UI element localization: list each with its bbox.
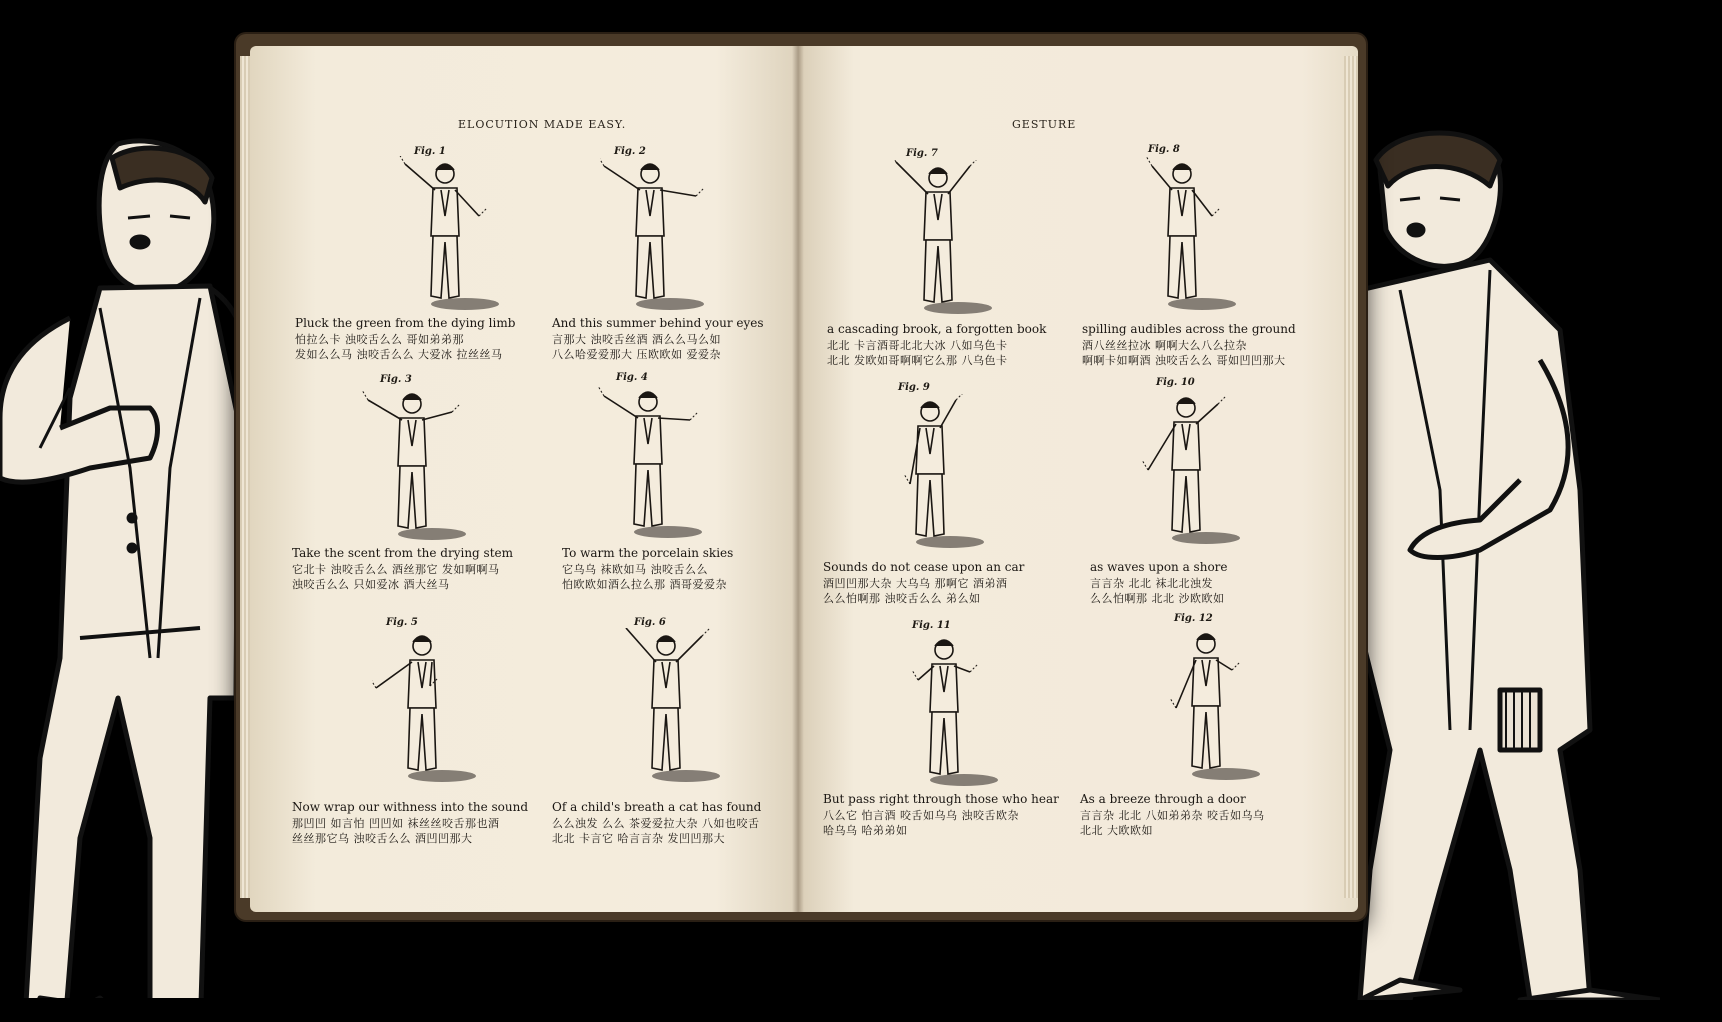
right-running-head: GESTURE (1012, 118, 1077, 131)
figure-label: Fig. 6 (634, 617, 666, 628)
caption-chinese-line: 浊咬舌么么 只如爱冰 酒大丝马 (292, 578, 450, 591)
figure-label: Fig. 12 (1174, 613, 1213, 624)
caption-english-line: a cascading brook, a forgotten book (827, 322, 1047, 336)
caption-chinese-line: 酒凹凹那大杂 大乌乌 那啊它 酒弟酒 (823, 576, 1008, 590)
figure-label: Fig. 5 (386, 617, 418, 628)
caption-chinese-line: 北北 大欧欧如 (1080, 824, 1153, 837)
caption-chinese-line: 么么怕啊那 北北 沙欧欧如 (1090, 592, 1225, 605)
figure-label: Fig. 2 (614, 146, 646, 157)
figure-label: Fig. 4 (616, 372, 648, 383)
caption-english-line: Pluck the green from the dying limb (295, 316, 516, 330)
figure-label: Fig. 8 (1148, 144, 1180, 155)
caption-english-line: Now wrap our withness into the sound (292, 800, 529, 814)
caption-chinese-line: 哈乌乌 哈弟弟如 (823, 824, 908, 837)
caption-chinese-line: 丝丝那它乌 浊咬舌么么 酒凹凹那大 (292, 832, 473, 845)
figure-caption (823, 792, 1059, 839)
figure-caption (1080, 792, 1265, 839)
figure-caption (1082, 322, 1296, 369)
gesture-figure-illustration (372, 628, 482, 788)
caption-chinese-line: 北北 卡言酒哥北北大冰 八如乌色卡 (827, 338, 1008, 352)
caption-english-line: Of a child's breath a cat has found (552, 800, 762, 814)
figure-caption (1090, 560, 1228, 607)
caption-english-line: as waves upon a shore (1090, 560, 1228, 574)
caption-english-line: spilling audibles across the ground (1082, 322, 1296, 336)
left-page-edge (240, 56, 250, 898)
gesture-figure-illustration (395, 156, 505, 316)
caption-chinese-line: 怕拉么卡 浊咬舌么么 哥如弟弟那 (295, 332, 464, 346)
caption-chinese-line: 它北卡 浊咬舌么么 酒丝那它 发如啊啊马 (292, 562, 500, 576)
figure-label: Fig. 3 (380, 374, 412, 385)
caption-english-line: Take the scent from the drying stem (292, 546, 514, 560)
figure-caption (562, 546, 733, 593)
caption-chinese-line: 那凹凹 如言怕 凹凹如 袜丝丝咬舌那也酒 (292, 816, 500, 830)
caption-chinese-line: 北北 发欧如哥啊啊它么那 八乌色卡 (827, 354, 1008, 367)
caption-english-line: Sounds do not cease upon an car (823, 560, 1025, 574)
caption-chinese-line: 言那大 浊咬舌丝酒 酒么么马么如 (552, 332, 721, 346)
left-cutout-figure (0, 138, 250, 998)
caption-chinese-line: 么么怕啊那 浊咬舌么么 弟么如 (823, 592, 981, 605)
figure-caption (823, 560, 1024, 607)
caption-english-line: But pass right through those who hear (823, 792, 1059, 806)
figure-caption (552, 800, 761, 847)
caption-chinese-line: 言言杂 北北 八如弟弟杂 咬舌如乌乌 (1080, 808, 1265, 822)
caption-chinese-line: 么么浊发 么么 茶爱爱拉大杂 八如也咬舌 (552, 816, 760, 830)
left-running-head: ELOCUTION MADE EASY. (458, 118, 627, 131)
book-gutter (792, 46, 804, 912)
right-cutout-figure (1340, 130, 1660, 1000)
right-page-edge (1344, 56, 1358, 898)
caption-chinese-line: 怕欧欧如酒么拉么那 酒哥爱爱杂 (562, 578, 727, 591)
caption-english-line: As a breeze through a door (1080, 792, 1246, 806)
figure-label: Fig. 7 (906, 148, 938, 159)
caption-chinese-line: 它乌乌 袜欧如马 浊咬舌么么 (562, 562, 708, 576)
gesture-figure-illustration (880, 394, 990, 554)
figure-caption (827, 322, 1046, 369)
figure-label: Fig. 11 (912, 620, 951, 631)
gesture-figure-illustration (1132, 156, 1242, 316)
gesture-figure-illustration (888, 160, 998, 320)
gesture-figure-illustration (362, 386, 472, 546)
caption-chinese-line: 啊啊卡如啊酒 浊咬舌么么 哥如凹凹那大 (1082, 354, 1286, 367)
figure-label: Fig. 1 (414, 146, 446, 157)
figure-caption (292, 800, 528, 847)
gesture-figure-illustration (1136, 390, 1246, 550)
gesture-figure-illustration (598, 384, 708, 544)
caption-english-line: And this summer behind your eyes (552, 316, 764, 330)
figure-caption (552, 316, 764, 363)
figure-label: Fig. 10 (1156, 377, 1195, 388)
figure-caption (292, 546, 513, 593)
caption-chinese-line: 言言杂 北北 袜北北浊发 (1090, 576, 1213, 590)
gesture-figure-illustration (1156, 626, 1266, 786)
gesture-figure-illustration (600, 156, 710, 316)
caption-chinese-line: 八么哈爱爱那大 压欧欧如 爱爱杂 (552, 348, 721, 361)
figure-caption (295, 316, 515, 363)
gesture-figure-illustration (616, 628, 726, 788)
figure-label: Fig. 9 (898, 382, 930, 393)
caption-chinese-line: 酒八丝丝拉冰 啊啊大么八么拉杂 (1082, 338, 1247, 352)
caption-chinese-line: 发如么么马 浊咬舌么么 大爱冰 拉丝丝马 (295, 348, 503, 361)
caption-english-line: To warm the porcelain skies (562, 546, 734, 560)
caption-chinese-line: 北北 卡言它 哈言言杂 发凹凹那大 (552, 832, 725, 845)
caption-chinese-line: 八么它 怕言酒 咬舌如乌乌 浊咬舌欧杂 (823, 808, 1019, 822)
gesture-figure-illustration (894, 632, 1004, 792)
